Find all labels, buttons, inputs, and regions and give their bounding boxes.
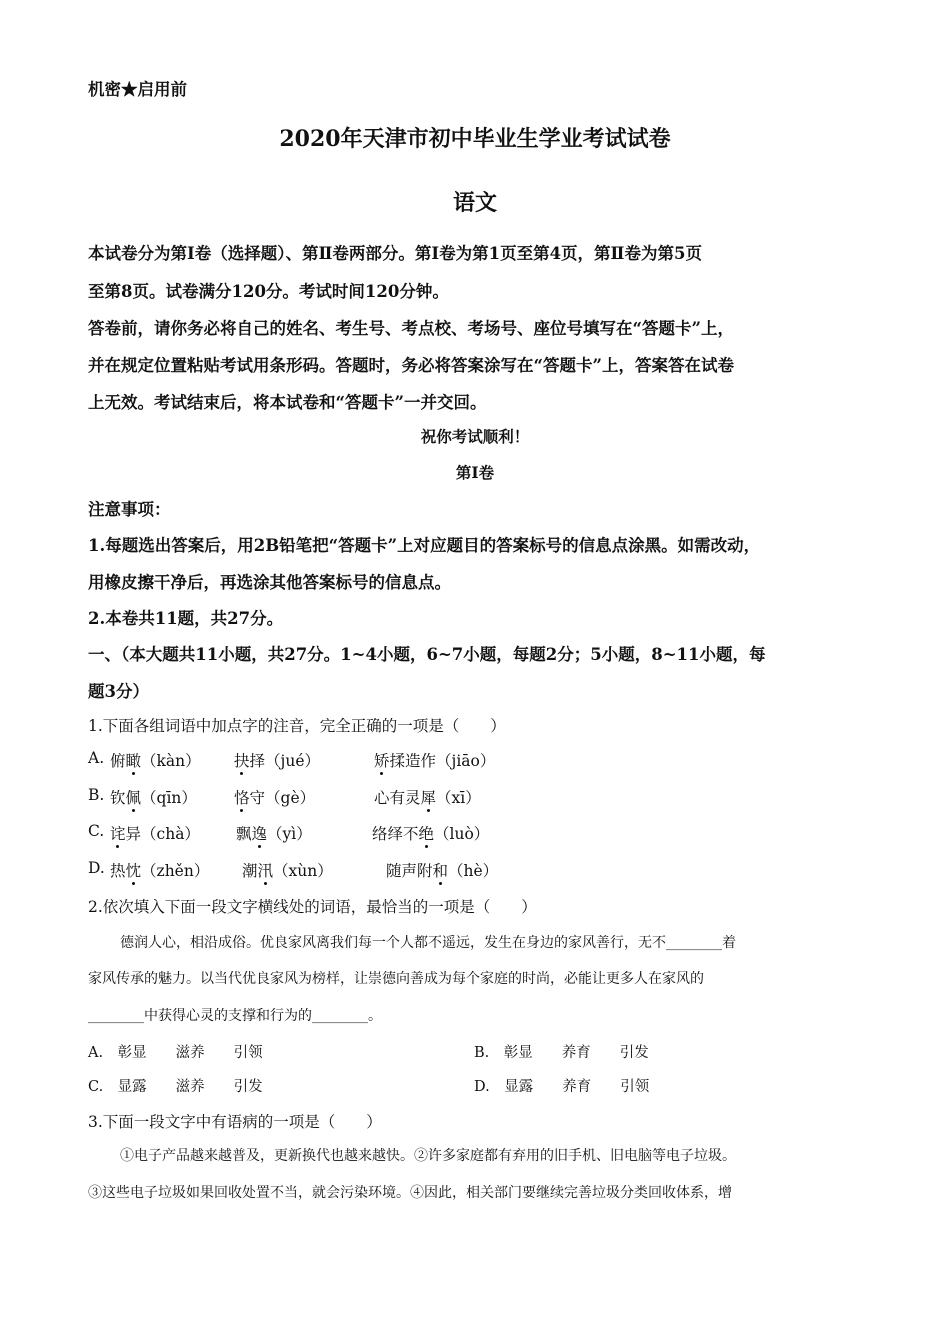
notice-item-1a: 1.每题选出答案后，用2B铅笔把“答题卡”上对应题目的答案标号的信息点涂黑。如需改动， <box>88 536 761 555</box>
part-one-heading: 第Ⅰ卷 <box>455 463 495 482</box>
question-2-stem: 2.依次填入下面一段文字横线处的词语，最恰当的一项是（ ） <box>88 898 537 916</box>
section-one-line-2: 题3分） <box>88 682 149 701</box>
question-3-passage-2: ③这些电子垃圾如果回收处置不当，就会污染环境。④因此，相关部门要继续完善垃圾分类回收体系，增 <box>88 1185 732 1201</box>
notice-item-2: 2.本卷共11题，共27分。 <box>88 609 284 628</box>
subject-title: 语文 <box>452 190 497 216</box>
notice-heading: 注意事项： <box>88 500 171 519</box>
question-3-passage-1: ①电子产品越来越普及，更新换代也越来越快。②许多家庭都有弃用的旧手机、旧电脑等电子垃圾。 <box>120 1148 736 1164</box>
intro-line-3: 答卷前，请你务必将自己的姓名、考生号、考点校、考场号、座位号填写在“答题卡”上， <box>88 319 734 338</box>
notice-item-1b: 用橡皮擦干净后，再选涂其他答案标号的信息点。 <box>88 573 451 592</box>
intro-line-4: 并在规定位置粘贴考试用条形码。答题时，务必将答案涂写在“答题卡”上，答案答在试卷 <box>88 356 734 375</box>
question-1-stem: 1.下面各组词语中加点字的注音，完全正确的一项是（ ） <box>88 717 506 735</box>
question-2-option-b: B. 彰显 养育 引发 <box>474 1045 649 1061</box>
intro-line-2: 至第8页。试卷满分120分。考试时间120分钟。 <box>88 282 449 301</box>
exam-page: 机密★启用前 2020年天津市初中毕业生学业考试试卷 语文 本试卷分为第Ⅰ卷（选择题）、第Ⅱ卷两部分。第Ⅰ卷为第1页至第4页，第Ⅱ卷为第5页 至第8页。试卷满分120分。考试时间120分钟。 答卷前，请你务必将自己的姓名、考生号、考点校、考场号、座位号填写在“答题卡”上， 并在规定位置粘贴考试用条形码。答题时，务必将答案涂写在“答题卡”上，答案答在试卷 上无效。考试结束后，将本试卷和“答题卡”一并交回。 祝你考试顺利！ 第Ⅰ卷 注意事项： 1.每题选出答案后，用2B铅笔把“答题卡”上对应题目的答案标号的信息点涂黑。如需改动， 用橡皮擦干净后，再选涂其他答案标号的信息点。 2.本卷共11题，共27分。 一、（本大题共11小题，共27分。1~4小题，6~7小题，每题2分；5小题，8~11小题，每 题3分） 1.下面各组词语中加点字的注音，完全正确的一项是（ ） A. 俯瞰（kàn） 抉择（jué） 矫揉造作（jiāo） B. 钦佩（qīn） 恪守（gè） 心有灵犀（xī） C. 诧异（chà） 飘逸（yì） 络绎不绝（luò） D. 热忱（zhěn） 潮汛（xùn） 随声附和（hè） 2.依次填入下面一段文字横线处的词语，最恰当的一项是（ ） 德润人心，相沿成俗。优良家风离我们每一个人都不遥远，发生在身边的家风善行，无不________着 家风传承的魅力。以当代优良家风为榜样，让崇德向善成为每个家庭的时尚，必能让更多人在家风的 ________中获得心灵的支撑和行为的________。 A. 彰显 滋养 引领 B. 彰显 养育 引发 C. 显露 滋养 引发 D. 显露 养育 引领 3.下面一段文字中有语病的一项是（ ） ①电子产品越来越普及，更新换代也越来越快。②许多家庭都有弃用的旧手机、旧电脑等电子垃圾。 ③这些电子垃圾如果回收处置不当，就会污染环境。④因此，相关部门要继续完善垃圾分类回收体系，增 <box>0 0 950 1344</box>
question-2-option-c: C. 显露 滋养 引发 <box>88 1079 263 1095</box>
confidential-label: 机密★启用前 <box>88 80 187 99</box>
question-3-stem: 3.下面一段文字中有语病的一项是（ ） <box>88 1113 382 1131</box>
question-2-passage-1: 德润人心，相沿成俗。优良家风离我们每一个人都不遥远，发生在身边的家风善行，无不________着 <box>120 935 736 951</box>
question-2-option-d: D. 显露 养育 引领 <box>474 1079 650 1095</box>
intro-line-5: 上无效。考试结束后，将本试卷和“答题卡”一并交回。 <box>88 393 487 412</box>
exam-title: 2020年天津市初中毕业生学业考试试卷 <box>279 126 671 152</box>
good-luck-text: 祝你考试顺利！ <box>420 427 530 446</box>
question-2-option-a: A. 彰显 滋养 引领 <box>88 1045 263 1061</box>
question-2-passage-2: 家风传承的魅力。以当代优良家风为榜样，让崇德向善成为每个家庭的时尚，必能让更多人在家风的 <box>88 971 704 987</box>
question-2-passage-3: ________中获得心灵的支撑和行为的________。 <box>88 1008 382 1024</box>
section-one-line-1: 一、（本大题共11小题，共27分。1~4小题，6~7小题，每题2分；5小题，8~11小题，每 <box>88 645 766 664</box>
intro-line-1: 本试卷分为第Ⅰ卷（选择题）、第Ⅱ卷两部分。第Ⅰ卷为第1页至第4页，第Ⅱ卷为第5页 <box>88 244 702 263</box>
